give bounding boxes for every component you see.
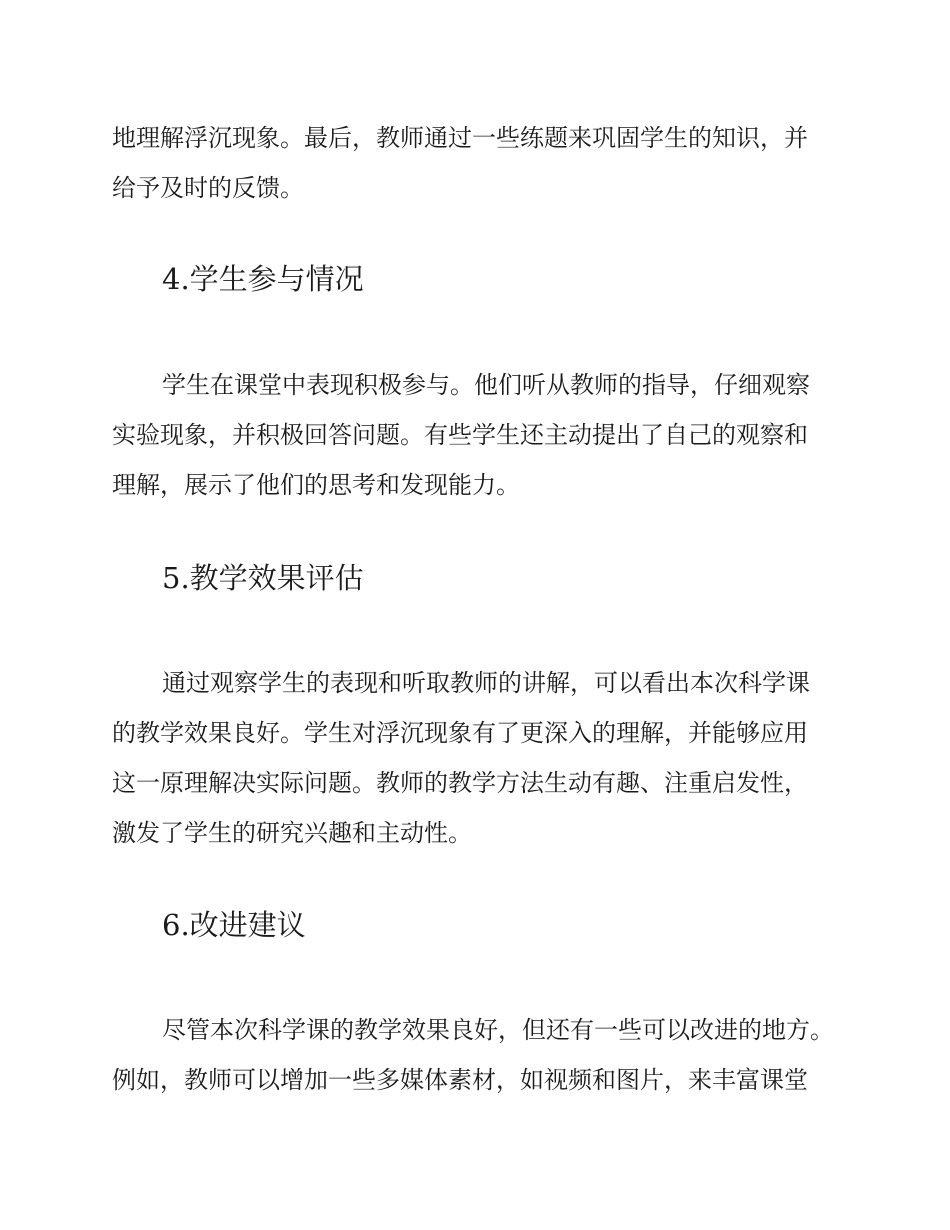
paragraph-line: 通过观察学生的表现和听取教师的讲解，可以看出本次科学课 (162, 669, 810, 697)
section-heading-5: 5.教学效果评估 (162, 561, 364, 595)
paragraph-line: 的教学效果良好。学生对浮沉现象有了更深入的理解，并能够应用 (112, 719, 808, 747)
paragraph-line: 例如，教师可以增加一些多媒体素材，如视频和图片，来丰富课堂 (112, 1066, 808, 1094)
paragraph-line: 理解，展示了他们的思考和发现能力。 (112, 471, 520, 499)
section-heading-6: 6.改进建议 (162, 908, 306, 942)
paragraph-line: 地理解浮沉现象。最后，教师通过一些练题来巩固学生的知识，并 (112, 124, 808, 152)
paragraph-line: 学生在课堂中表现积极参与。他们听从教师的指导，仔细观察 (162, 371, 810, 399)
paragraph-line: 激发了学生的研究兴趣和主动性。 (112, 819, 472, 847)
paragraph-line: 这一原理解决实际问题。教师的教学方法生动有趣、注重启发性， (112, 769, 808, 797)
paragraph-line: 实验现象，并积极回答问题。有些学生还主动提出了自己的观察和 (112, 421, 808, 449)
section-heading-4: 4.学生参与情况 (162, 262, 364, 296)
paragraph-line: 给予及时的反馈。 (112, 174, 304, 202)
paragraph-line: 尽管本次科学课的教学效果良好，但还有一些可以改进的地方。 (162, 1016, 834, 1044)
